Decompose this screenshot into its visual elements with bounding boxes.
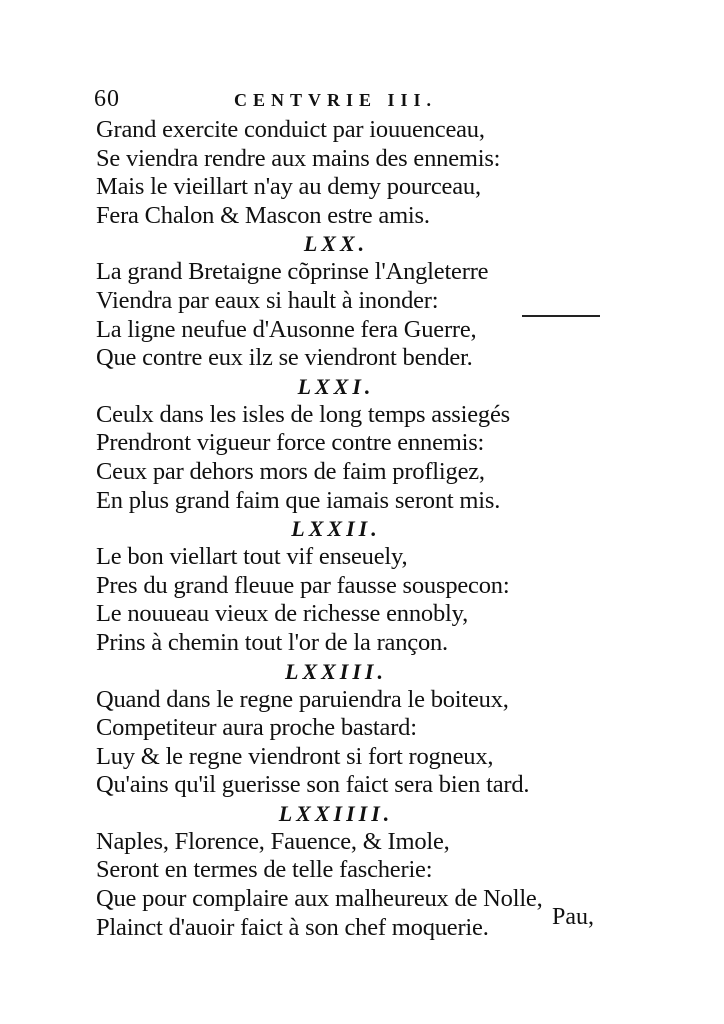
quatrain [96, 230, 616, 372]
verse-line: Le nouueau vieux de richesse ennobly, [96, 600, 468, 628]
quatrain-numeral: LXXII. [291, 516, 381, 542]
verse-line: Viendra par eaux si hault à inonder: [96, 286, 439, 314]
verse-line: Naples, Florence, Fauence, & Imole, [96, 827, 450, 855]
quatrain-numeral: LXX. [303, 231, 369, 257]
verse-line: Prins à chemin tout l'or de la rançon. [96, 628, 448, 656]
verse-line: Qu'ains qu'il guerisse son faict sera bien tard. [96, 771, 530, 799]
margin-rule [522, 315, 600, 317]
verse-line: Que pour complaire aux malheureux de Nolle, [96, 885, 543, 913]
quatrain [96, 800, 616, 942]
verse-line: Quand dans le regne paruiendra le boiteux, [96, 685, 509, 713]
verse-line: Ceulx dans les isles de long temps assiegés [96, 400, 510, 428]
verse-line: Ceux par dehors mors de faim profligez, [96, 457, 485, 485]
quatrain [96, 515, 616, 657]
page-number: 60 [94, 86, 120, 112]
verse-line: Le bon viellart tout vif enseuely, [96, 543, 408, 571]
verse-line: Mais le vieillart n'ay au demy pourceau, [96, 173, 481, 201]
quatrain [96, 373, 616, 515]
verse-line: Plainct d'auoir faict à son chef moquerie. [96, 913, 489, 941]
verse-line: Seront en termes de telle fascherie: [96, 856, 433, 884]
quatrain-numeral: LXXI. [297, 373, 375, 399]
verse-line: Se viendra rendre aux mains des ennemis: [96, 144, 501, 172]
verse-line: En plus grand faim que iamais seront mis. [96, 486, 501, 514]
quatrain-numeral: LXXIIII. [278, 800, 394, 826]
catchword: Pau, [552, 904, 594, 930]
page-header [94, 86, 514, 116]
running-head: CENTVRIE III. [234, 90, 438, 110]
verse-line: Que contre eux ilz se viendront bender. [96, 344, 473, 372]
verse-line: Competiteur aura proche bastard: [96, 714, 417, 742]
quatrain [96, 658, 616, 800]
verse-line: La ligne neufue d'Ausonne fera Guerre, [96, 315, 477, 343]
text-block [96, 116, 616, 942]
quatrain [96, 116, 616, 230]
verse-line: Prendront vigueur force contre ennemis: [96, 429, 485, 457]
verse-line: Fera Chalon & Mascon estre amis. [96, 201, 430, 229]
verse-line: Luy & le regne viendront si fort rogneux, [96, 742, 494, 770]
quatrain-numeral: LXXIII. [285, 658, 387, 684]
verse-line: Grand exercite conduict par iouuenceau, [96, 116, 485, 143]
verse-line: Pres du grand fleuue par fausse souspecon: [96, 571, 510, 599]
verse-line: La grand Bretaigne cõprinse l'Angleterre [96, 258, 489, 286]
